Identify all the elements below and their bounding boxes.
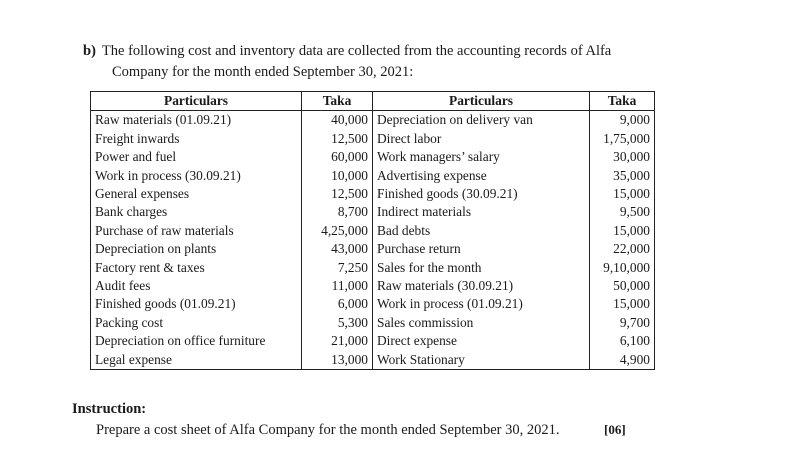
- amount-right: 22,000: [590, 240, 655, 258]
- particular-right: Direct labor: [373, 130, 590, 148]
- particular-right: Advertising expense: [373, 167, 590, 185]
- amount-right: 15,000: [590, 185, 655, 203]
- amount-right: 9,000: [590, 111, 655, 130]
- particular-left: General expenses: [91, 185, 302, 203]
- amount-left: 13,000: [302, 351, 373, 370]
- amount-right: 9,10,000: [590, 259, 655, 277]
- question-line-1: The following cost and inventory data are collected from the accounting records of Alfa: [101, 43, 612, 59]
- particular-left: Bank charges: [91, 203, 302, 221]
- instruction-heading: Instruction:: [72, 401, 147, 417]
- amount-right: 15,000: [590, 295, 655, 313]
- amount-right: 1,75,000: [590, 130, 655, 148]
- amount-right: 30,000: [590, 148, 655, 166]
- table-row: [91, 185, 655, 203]
- instruction-text: Prepare a cost sheet of Alfa Company for the month ended September 30, 2021.: [96, 422, 560, 438]
- amount-left: 12,500: [302, 130, 373, 148]
- amount-left: 7,250: [302, 259, 373, 277]
- particular-left: Finished goods (01.09.21): [91, 295, 302, 313]
- table-row: [91, 130, 655, 148]
- amount-right: 9,500: [590, 203, 655, 221]
- table-row: [91, 314, 655, 332]
- amount-right: 15,000: [590, 222, 655, 240]
- amount-left: 21,000: [302, 332, 373, 350]
- amount-right: 6,100: [590, 332, 655, 350]
- table-row: [91, 351, 655, 370]
- amount-left: 8,700: [302, 203, 373, 221]
- question-label: b): [83, 43, 96, 59]
- amount-right: 50,000: [590, 277, 655, 295]
- amount-right: 4,900: [590, 351, 655, 370]
- particular-left: Purchase of raw materials: [91, 222, 302, 240]
- particular-right: Depreciation on delivery van: [373, 111, 590, 130]
- question-line-2: Company for the month ended September 30, 2021:: [112, 64, 414, 80]
- particular-right: Purchase return: [373, 240, 590, 258]
- particular-left: Work in process (30.09.21): [91, 167, 302, 185]
- table-row: [91, 259, 655, 277]
- table-row: [91, 240, 655, 258]
- particular-right: Work in process (01.09.21): [373, 295, 590, 313]
- amount-right: 9,700: [590, 314, 655, 332]
- particular-right: Indirect materials: [373, 203, 590, 221]
- particular-left: Raw materials (01.09.21): [91, 111, 302, 130]
- particular-left: Depreciation on plants: [91, 240, 302, 258]
- header-taka-left: Taka: [302, 92, 373, 111]
- particular-left: Power and fuel: [91, 148, 302, 166]
- amount-left: 11,000: [302, 277, 373, 295]
- table-row: [91, 295, 655, 313]
- table-row: [91, 332, 655, 350]
- particular-left: Legal expense: [91, 351, 302, 370]
- particular-left: Packing cost: [91, 314, 302, 332]
- table-row: [91, 203, 655, 221]
- particular-right: Bad debts: [373, 222, 590, 240]
- header-particulars-left: Particulars: [91, 92, 302, 111]
- table-row: [91, 148, 655, 166]
- amount-left: 5,300: [302, 314, 373, 332]
- particular-right: Raw materials (30.09.21): [373, 277, 590, 295]
- particular-right: Direct expense: [373, 332, 590, 350]
- table-header-row: [91, 92, 655, 111]
- particular-right: Work Stationary: [373, 351, 590, 370]
- header-particulars-right: Particulars: [373, 92, 590, 111]
- cost-data-table: [90, 91, 655, 370]
- table-row: [91, 167, 655, 185]
- particular-left: Freight inwards: [91, 130, 302, 148]
- amount-right: 35,000: [590, 167, 655, 185]
- marks-badge: [06]: [604, 422, 626, 437]
- amount-left: 60,000: [302, 148, 373, 166]
- table-body: [91, 111, 655, 370]
- amount-left: 10,000: [302, 167, 373, 185]
- particular-left: Factory rent & taxes: [91, 259, 302, 277]
- particular-right: Work managers’ salary: [373, 148, 590, 166]
- amount-left: 6,000: [302, 295, 373, 313]
- question-text: [83, 41, 703, 83]
- particular-right: Sales for the month: [373, 259, 590, 277]
- particular-right: Sales commission: [373, 314, 590, 332]
- amount-left: 43,000: [302, 240, 373, 258]
- table-row: [91, 111, 655, 130]
- particular-right: Finished goods (30.09.21): [373, 185, 590, 203]
- amount-left: 12,500: [302, 185, 373, 203]
- amount-left: 40,000: [302, 111, 373, 130]
- table-row: [91, 277, 655, 295]
- amount-left: 4,25,000: [302, 222, 373, 240]
- header-taka-right: Taka: [590, 92, 655, 111]
- table-row: [91, 222, 655, 240]
- particular-left: Depreciation on office furniture: [91, 332, 302, 350]
- particular-left: Audit fees: [91, 277, 302, 295]
